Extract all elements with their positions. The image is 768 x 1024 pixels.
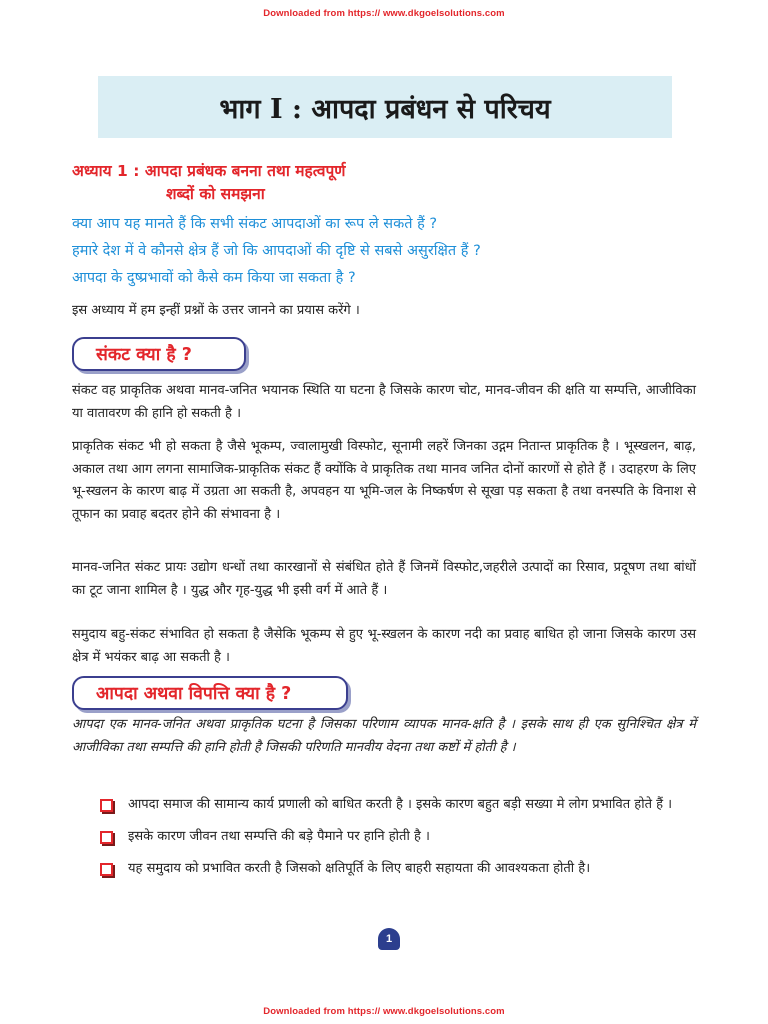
chapter-heading: [72, 160, 712, 206]
paragraph-hazard-definition: संकट वह प्राकृतिक अथवा मानव-जनित भयानक स्थिति या घटना है जिसके कारण चोट, मानव-जीवन की क्षति या सम्पत्ति, आजीविका या वातावरण की हानि हो सकती है ।: [72, 383, 696, 421]
download-banner-bottom: Downloaded from https:// www.dkgoelsolutions.com: [263, 1006, 505, 1017]
paragraph-multi-hazard: समुदाय बहु-संकट संभावित हो सकता है जैसेकि भूकम्प से हुए भू-स्खलन के कारण नदी का प्रवाह बाधित हो जाना जिसके कारण उस क्षेत्र में भयंकर बाढ़ आ सकती है ।: [72, 627, 696, 665]
square-bullet-icon: [100, 863, 113, 876]
list-item-text: यह समुदाय को प्रभावित करती है जिसको क्षतिपूर्ति के लिए बाहरी सहायता की आवश्यकता होती है।: [128, 861, 591, 876]
disaster-bullet-list: [100, 794, 700, 880]
list-item: [100, 858, 700, 880]
section-heading-disaster: [72, 676, 348, 710]
download-banner-top: Downloaded from https:// www.dkgoelsolutions.com: [263, 8, 505, 19]
chapter-questions: [72, 211, 732, 292]
paragraph-disaster-definition: आपदा एक मानव-जनित अथवा प्राकृतिक घटना है जिसका परिणाम व्यापक मानव-क्षति है । इसके साथ ही एक सुनिश्चित क्षेत्र में आजीविका तथा सम्पत्ति की हानि होती है जिसकी परिणति मानवीय वेदना तथा कष्टों में होती है ।: [72, 717, 696, 755]
section-heading-label: संकट क्या है ?: [96, 345, 192, 365]
paragraph-natural-hazard: प्राकृतिक संकट भी हो सकता है जैसे भूकम्प, ज्वालामुखी विस्फोट, सूनामी लहरें जिनका उद्गम नितान्त प्राकृतिक है । भूस्खलन, बाढ़, अकाल तथा आग लगना सामाजिक-प्राकृतिक संकट हैं क्योंकि वे प्राकृतिक तथा मानव जनित दोनों कारणों से होते हैं । उदाहरण के लिए भू-स्खलन के कारण बाढ़ में उग्रता आ सकती है, अपवहन या भूमि-जल के निष्कर्षण से सूखा पड़ सकता है तथा वनस्पति के विनाश से तूफान का प्रवाह बदतर होने की संभावना है ।: [72, 439, 696, 522]
intro-text: इस अध्याय में हम इन्हीं प्रश्नों के उत्तर जानने का प्रयास करेंगे ।: [72, 303, 360, 318]
question-item: हमारे देश में वे कौनसे क्षेत्र हैं जो कि आपदाओं की दृष्टि से सबसे असुरक्षित हैं ?: [72, 243, 481, 259]
question-item: क्या आप यह मानते हैं कि सभी संकट आपदाओं का रूप ले सकते हैं ?: [72, 216, 438, 232]
list-item-text: इसके कारण जीवन तथा सम्पत्ति की बड़े पैमाने पर हानि होती है ।: [128, 829, 430, 844]
list-item: [100, 826, 700, 848]
section-heading-hazard: [72, 337, 246, 371]
question-item: आपदा के दुष्प्रभावों को कैसे कम किया जा सकता है ?: [72, 270, 356, 286]
list-item: [100, 794, 700, 816]
section-heading-label: आपदा अथवा विपत्ति क्या है ?: [96, 684, 292, 704]
paragraph-manmade-hazard: मानव-जनित संकट प्रायः उद्योग धन्धों तथा कारखानों से संबंधित होते हैं जिनमें विस्फोट,जहरीले उत्पादों का रिसाव, प्रदूषण तथा बांधों का टूट जाना शामिल है । युद्ध और गृह-युद्ध भी इसी वर्ग में आते हैं ।: [72, 560, 696, 598]
square-bullet-icon: [100, 831, 113, 844]
chapter-heading-line1: अध्याय 1 : आपदा प्रबंधक बनना तथा महत्वपूर्ण: [72, 162, 346, 180]
chapter-heading-line2: शब्दों को समझना: [166, 185, 265, 203]
page-number-badge: 1: [378, 928, 400, 950]
square-bullet-icon: [100, 799, 113, 812]
part-title: भाग I : आपदा प्रबंधन से परिचय: [98, 76, 672, 138]
list-item-text: आपदा समाज की सामान्य कार्य प्रणाली को बाधित करती है । इसके कारण बहुत बड़ी सख्या मे लोग प्रभावित होते हैं ।: [128, 797, 673, 812]
